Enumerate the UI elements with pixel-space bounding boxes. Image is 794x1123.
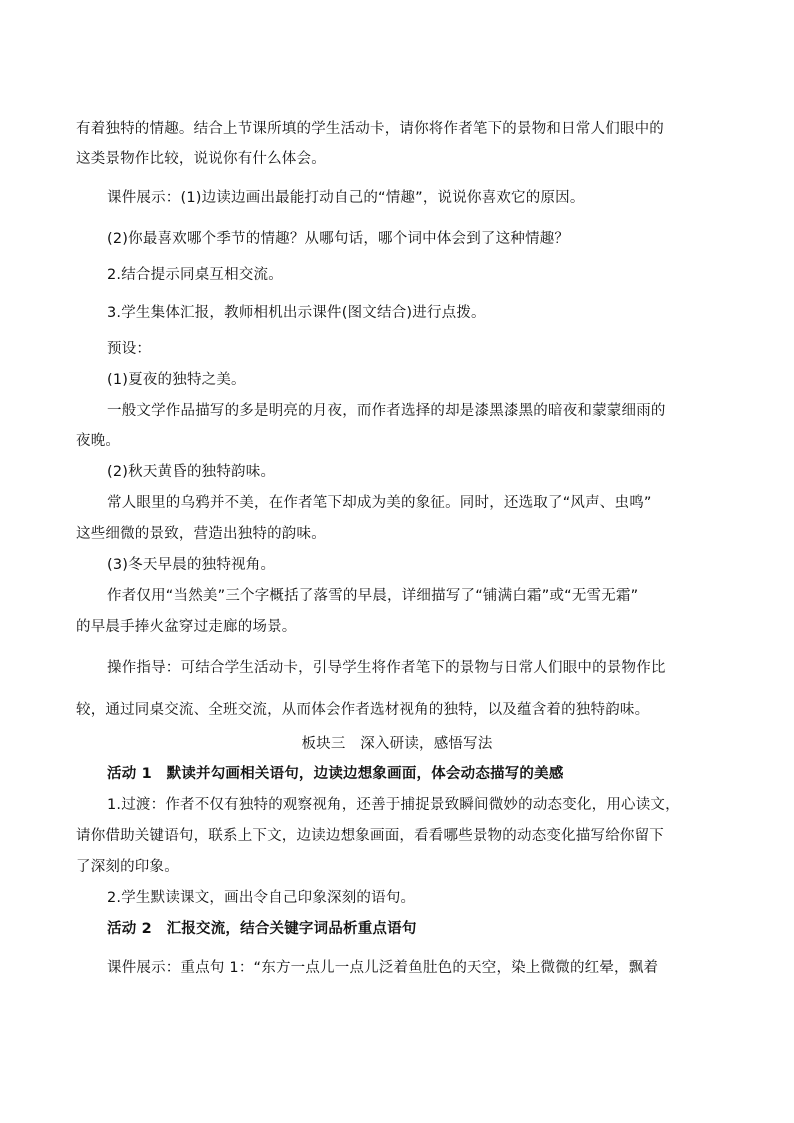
paragraph-line: 这些细微的景致，营造出独特的韵味。 <box>76 526 326 542</box>
paragraph-line: 2.结合提示同桌互相交流。 <box>107 267 283 283</box>
paragraph-line: 作者仅用“当然美”三个字概括了落雪的早晨，详细描写了“铺满白霜”或“无雪无霜” <box>107 588 639 604</box>
paragraph-line: (2)你最喜欢哪个季节的情趣？从哪句话，哪个词中体会到了这种情趣？ <box>107 231 570 247</box>
paragraph-line: (3)冬天早晨的独特视角。 <box>107 557 276 573</box>
paragraph-line: 了深刻的印象。 <box>76 859 179 875</box>
paragraph-line: 3.学生集体汇报，教师相机出示课件(图文结合)进行点拨。 <box>107 305 486 321</box>
paragraph-line: 请你借助关键语句，联系上下文，边读边想象画面，看看哪些景物的动态变化描写给你留下 <box>76 828 664 844</box>
section-heading: 板块三 深入研读，感悟写法 <box>301 736 493 752</box>
paragraph-line: 操作指导：可结合学生活动卡，引导学生将作者笔下的景物与日常人们眼中的景物作比 <box>107 660 666 676</box>
paragraph-line: 课件展示：(1)边读边画出最能打动自己的“情趣”，说说你喜欢它的原因。 <box>107 190 585 206</box>
activity-heading: 活动 2 汇报交流，结合关键字词品析重点语句 <box>107 921 417 937</box>
paragraph-line: 的早晨手捧火盆穿过走廊的场景。 <box>76 619 297 635</box>
paragraph-line: 这类景物作比较，说说你有什么体会。 <box>76 151 326 167</box>
paragraph-line: 预设： <box>107 341 152 357</box>
paragraph-line: 课件展示：重点句 1：“东方一点儿一点儿泛着鱼肚色的天空，染上微微的红晕，飘着 <box>107 960 659 976</box>
activity-heading: 活动 1 默读并勾画相关语句，边读边想象画面，体会动态描写的美感 <box>107 766 564 782</box>
paragraph-line: 1.过渡：作者不仅有独特的观察视角，还善于捕捉景致瞬间微妙的动态变化，用心读文， <box>107 797 680 813</box>
paragraph-line: 一般文学作品描写的多是明亮的月夜，而作者选择的却是漆黑漆黑的暗夜和蒙蒙细雨的 <box>107 403 666 419</box>
paragraph-line: 2.学生默读课文，画出令自己印象深刻的语句。 <box>107 890 416 906</box>
paragraph-line: (1)夏夜的独特之美。 <box>107 372 246 388</box>
paragraph-line: 有着独特的情趣。结合上节课所填的学生活动卡，请你将作者笔下的景物和日常人们眼中的 <box>76 121 664 137</box>
paragraph-line: 常人眼里的乌鸦并不美，在作者笔下却成为美的象征。同时，还选取了“风声、虫鸣” <box>107 495 652 511</box>
paragraph-line: 较，通过同桌交流、全班交流，从而体会作者选材视角的独特，以及蕴含着的独特韵味。 <box>76 702 650 718</box>
paragraph-line: (2)秋天黄昏的独特韵味。 <box>107 464 276 480</box>
paragraph-line: 夜晚。 <box>76 433 121 449</box>
